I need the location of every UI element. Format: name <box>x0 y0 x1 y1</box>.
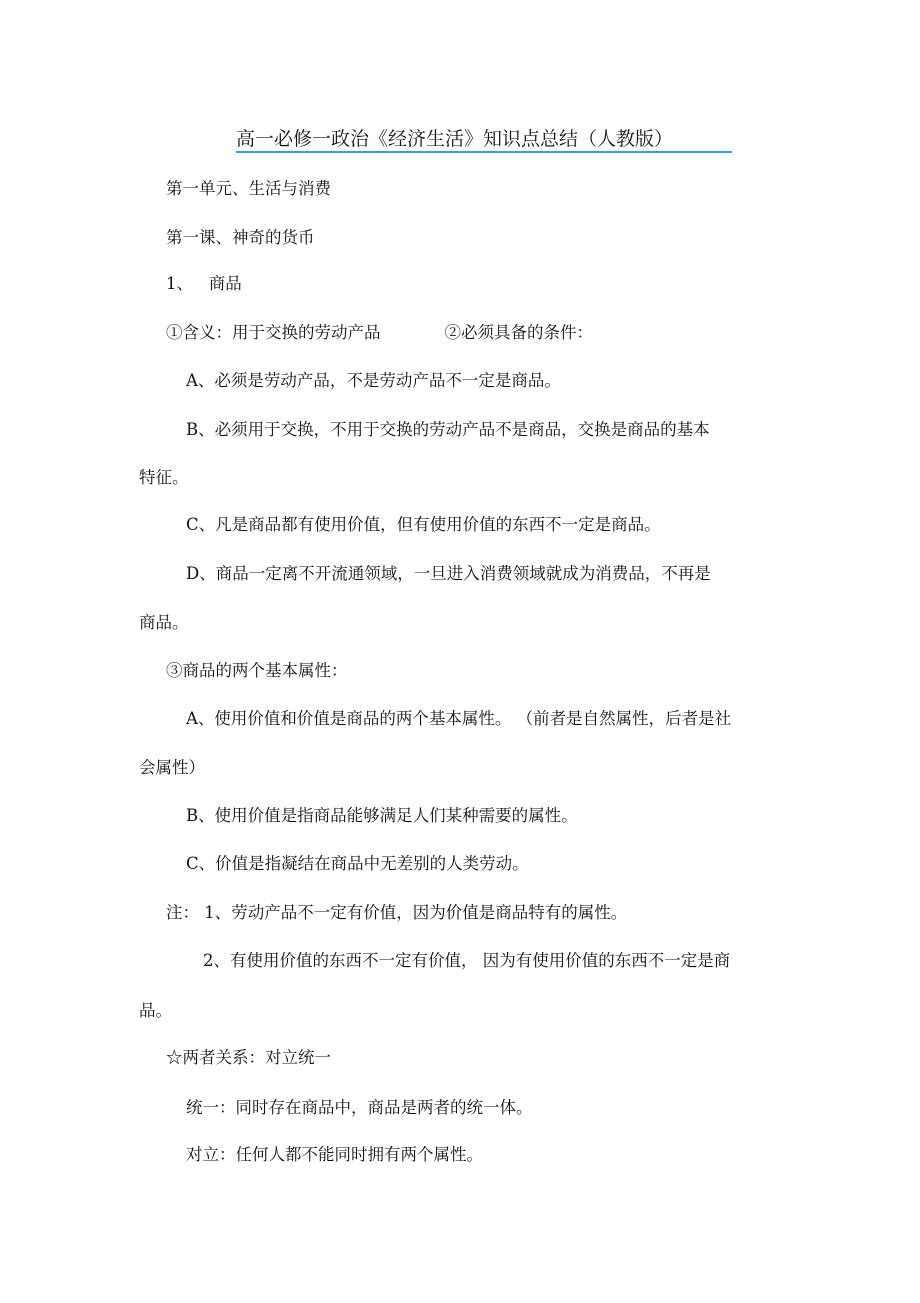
document-title: 高一必修一政治《经济生活》知识点总结（人教版） <box>236 128 674 150</box>
condition-c: C、凡是商品都有使用价值，但有使用价值的东西不一定是商品。 <box>186 515 661 534</box>
condition-b-line1: B、必须用于交换，不用于交换的劳动产品不是商品，交换是商品的基本 <box>186 420 710 439</box>
note-2-line2: 品。 <box>139 1001 172 1020</box>
note-2-line1: 2、有使用价值的东西不一定有价值， 因为有使用价值的东西不一定是商 <box>203 951 731 970</box>
relation-unity: 统一：同时存在商品中，商品是两者的统一体。 <box>186 1098 533 1117</box>
section-heading <box>166 273 242 295</box>
title-underline <box>236 151 732 153</box>
relation-opposition: 对立：任何人都不能同时拥有两个属性。 <box>186 1145 483 1164</box>
attribute-b: B、使用价值是指商品能够满足人们某种需要的属性。 <box>186 806 578 825</box>
attributes-heading: ③商品的两个基本属性： <box>166 661 348 680</box>
condition-d-line2: 商品。 <box>139 613 189 632</box>
condition-d-line1: D、商品一定离不开流通领域，一旦进入消费领域就成为消费品，不再是 <box>186 564 711 583</box>
definition-line <box>166 322 593 344</box>
lesson-heading: 第一课、神奇的货币 <box>166 228 315 247</box>
definition-text: ①含义：用于交换的劳动产品 <box>166 323 381 342</box>
attribute-a-line1: A、使用价值和价值是商品的两个基本属性。 （前者是自然属性，后者是社 <box>186 709 732 728</box>
conditions-heading: ②必须具备的条件： <box>444 323 593 342</box>
section-number: 1、 <box>166 274 193 293</box>
unit-heading: 第一单元、生活与消费 <box>166 179 331 198</box>
condition-b-line2: 特征。 <box>139 468 189 487</box>
attribute-a-line2: 会属性） <box>139 758 205 777</box>
relation-heading: ☆两者关系：对立统一 <box>166 1048 331 1067</box>
note-1: 注： 1、劳动产品不一定有价值，因为价值是商品特有的属性。 <box>166 903 628 922</box>
condition-a: A、必须是劳动产品，不是劳动产品不一定是商品。 <box>186 371 561 390</box>
attribute-c: C、价值是指凝结在商品中无差别的人类劳动。 <box>186 854 529 873</box>
section-name: 商品 <box>208 274 242 293</box>
